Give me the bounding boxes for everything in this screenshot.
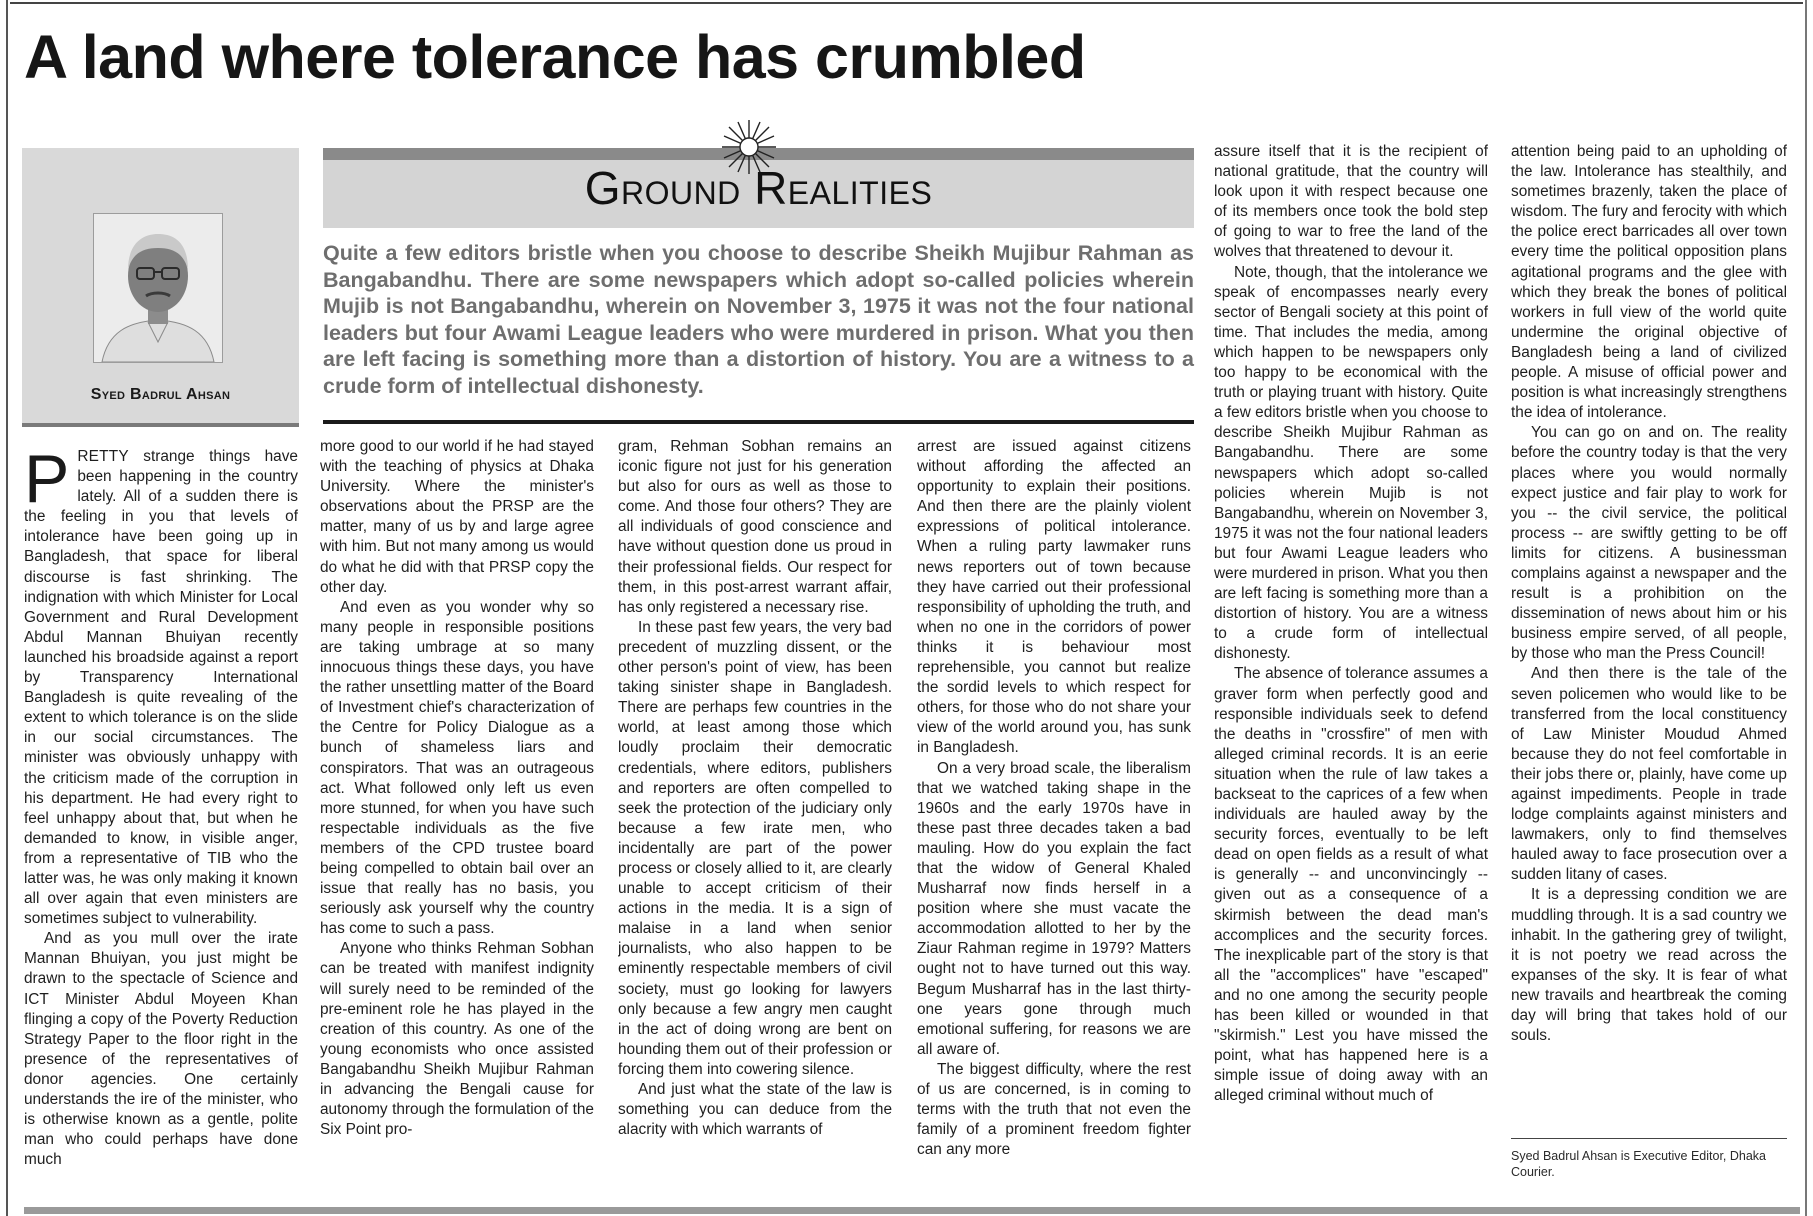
- body-column-4: [917, 437, 1191, 1207]
- article-paragraph: [24, 447, 298, 929]
- author-photo: [93, 213, 223, 363]
- article-paragraph: The biggest difficulty, where the rest of us are concerned, is in coming to terms with the truth that not even the family of a prominent freedom fighter can any more: [917, 1060, 1191, 1159]
- author-box: [22, 148, 299, 427]
- paragraph-text: strange things have been happening in the country lately. All of a sudden there is the feeling in you that levels of intolerance have been going up in Bangladesh, that space for liberal discourse is fast shrinking. The indignation with which Minister for Local Government and Rural Development Abdul Mannan Bhuiyan recently launched his broadside against a report by Transparency International Bangladesh is quite revealing of the extent to which tolerance is on the slide in our social circumstances. The minister was obviously unhappy with the criticism made of the corruption in his department. He had every right to feel unhappy about that, but when he demanded to know, in visible anger, from a representative of TIB who the latter was, he was only making it known all over again that even ministers are sometimes subject to vulnerability.: [24, 448, 298, 928]
- article-paragraph: gram, Rehman Sobhan remains an iconic figure not just for his generation but also for ours as well as those to come. And those four others? They are all individuals of good conscience and have without question done us proud in their professional fields. Our respect for them, in this post-arrest warrant affair, has only registered a necessary rise.: [618, 438, 892, 616]
- author-portrait-image: [94, 214, 222, 362]
- body-column-3: [618, 437, 892, 1207]
- body-column-2: [320, 437, 594, 1207]
- footnote-rule: [1511, 1138, 1787, 1139]
- column-title: Ground Realities: [584, 162, 933, 214]
- headline: A land where tolerance has crumbled: [24, 23, 1086, 91]
- left-rule: [6, 0, 8, 1216]
- top-rule: [10, 2, 1803, 4]
- article-paragraph: And even as you wonder why so many people in responsible positions are taking umbrage at so many innocuous things these days, you have the rather unsettling matter of the Board of Investment chief's characterization of the Centre for Policy Dialogue as a bunch of shameless liars and conspirators. That was an outrageous act. What followed only left us even more stunned, for when you have such respectable individuals as the five members of the CPD trustee board being compelled to obtain bail over an issue that really has no basis, you seriously ask yourself why the country has come to such a pass.: [320, 598, 594, 938]
- body-column-1: [24, 447, 298, 1205]
- article-paragraph: And just what the state of the law is something you can deduce from the alacrity with which warrants of: [618, 1081, 892, 1139]
- body-column-5: [1214, 142, 1488, 1208]
- article-paragraph: The absence of tolerance assumes a graver form when perfectly good and responsible individuals seek to defend the deaths in "crossfire" of men with alleged criminal records. It is an eerie situation when the rule of law takes a backseat to the caprices of a few when individuals are hauled away by the security forces, eventually to be left dead on open fields as a result of what is generally -- and unconvincingly -- given out as a consequence of a skirmish between the dead man's accomplices and the security forces. The inexplicable part of the story is that all the "accomplices" have "escaped" and no one among the security people has been killed or wounded in that "skirmish." Lest you have missed the point, what has happened here is a simple issue of doing away with an alleged criminal without much of: [1214, 665, 1488, 1105]
- article-paragraph: attention being paid to an upholding of the law. Intolerance has stealthily, and sometimes brazenly, taken the place of wisdom. The fury and ferocity with which the police erect barricades all over town every time the political opposition plans agitational programs and the glee with which they break the bones of political workers in full view of the world quite undermine the original objective of Bangladesh being a land of civilized people. A misuse of official power and position is what increasingly strengthens the idea of intolerance.: [1511, 143, 1787, 422]
- author-footnote: Syed Badrul Ahsan is Executive Editor, Dhaka Courier.: [1511, 1149, 1767, 1179]
- article-paragraph: arrest are issued against citizens without affording the affected an opportunity to explain their positions. And then there are the plainly violent expressions of political intolerance. When a ruling party lawmaker runs news reporters out of town because they have carried out their professional responsibility of upholding the truth, and when no one in the corridors of power thinks it is behaviour most reprehensible, you cannot but realize the sordid levels to which respect for others, for those who do not share your view of the world around you, has sunk in Bangladesh.: [917, 438, 1191, 757]
- author-name: Syed Badrul Ahsan: [90, 386, 231, 403]
- right-rule: [1805, 0, 1807, 1216]
- body-column-6: [1511, 142, 1787, 1132]
- article-paragraph: And as you mull over the irate Mannan Bhuiyan, you just might be drawn to the spectacle of Science and ICT Minister Abdul Moyeen Khan flinging a copy of the Poverty Reduction Strategy Paper to the floor right in the presence of the representatives of donor agencies. One certainly understands the ire of the minister, who is otherwise known as a gentle, polite man who could perhaps have done much: [24, 930, 298, 1169]
- drop-cap: P: [24, 447, 70, 517]
- article-paragraph: assure itself that it is the recipient of national gratitude, that the country will look upon it with respect because one of its members once took the bold step of going to war to free the land of the wolves that threatened to devour it.: [1214, 143, 1488, 261]
- article-paragraph: On a very broad scale, the liberalism that we watched taking shape in the 1960s and the early 1970s have in these past three decades taken a bad mauling. How do you explain the fact that the widow of General Khaled Musharraf now finds herself in a position where she must vacate the accommodation allotted to her by the Ziaur Rahman regime in 1979? Matters ought not to have turned out this way. Begum Musharraf has in the last thirty-one years gone through much emotional suffering, for reasons we are all aware of.: [917, 759, 1191, 1058]
- standfirst: Quite a few editors bristle when you choose to describe Sheikh Mujibur Rahman as Bangabandhu. There are some newspapers which adopt so-called policies wherein Mujib is not Bangabandhu, wherein on November 3, 1975 it was not the four national leaders but four Awami League leaders who were murdered in prison. What you then are left facing is something more than a distortion of history. You are a witness to a crude form of intellectual dishonesty.: [323, 241, 1194, 398]
- article-paragraph: And then there is the tale of the seven policemen who would like to be transferred from the local constituency of Law Minister Moudud Ahmed because they do not feel comfortable in their jobs there or, plainly, have come up against impediments. People in trade lodge complaints against ministers and lawmakers, only to find themselves hauled away to face prosecution over a sudden litany of cases.: [1511, 665, 1787, 884]
- article-paragraph: Note, though, that the intolerance we speak of encompasses nearly every sector of Bengali society at this point of time. That includes the media, among which happen to be newspapers only too happy to be economical with the truth or playing truant with history. Quite a few editors bristle when you choose to describe Sheikh Mujibur Rahman as Bangabandhu. There are some newspapers which adopt so-called policies wherein Mujib is not Bangabandhu, wherein on November 3, 1975 it was not the four national leaders but four Awami League leaders who were murdered in prison. What you then are left facing is something more than a distortion of history. You are a witness to a crude form of intellectual dishonesty.: [1214, 263, 1488, 663]
- bottom-rule: [24, 1207, 1800, 1214]
- article-paragraph: It is a depressing condition we are muddling through. It is a sad country we inhabit. In the gathering grey of twilight, it is not poetry we read across the expanses of the sky. It is fear of what new travails and heartbreak the coming day will bring that takes hold of our souls.: [1511, 886, 1787, 1045]
- article-paragraph: more good to our world if he had stayed with the teaching of physics at Dhaka University. Where the minister's observations about the PRSP are the matter, many of us by and large agree with him. But not many among us would do what he did with that PRSP copy the other day.: [320, 438, 594, 596]
- standfirst-rule: [323, 420, 1194, 424]
- article-paragraph: In these past few years, the very bad precedent of muzzling dissent, or the other person's point of view, has been taking sinister shape in Bangladesh. There are perhaps few countries in the world, at least among those which loudly proclaim their democratic credentials, where editors, publishers and reporters are often compelled to seek the protection of the judiciary only because a few irate men, who incidentally are part of the power process or closely allied to it, are clearly unable to accept criticism of their actions in the media. It is a sign of malaise in a land when senior journalists, who also happen to be eminently respectable members of civil society, must go looking for lawyers only because a few angry men caught in the act of doing wrong are bent on hounding them out of their profession or forcing them into cowering silence.: [618, 618, 892, 1078]
- article-paragraph: You can go on and on. The reality before the country today is that the very places where you would normally expect justice and fair play to work for you -- the civil service, the political process -- are swiftly getting to be off limits for citizens. A businessman complains against a newspaper and the result is a prohibition on the dissemination of news about him or his business empire served, of all people, by those who man the Press Council!: [1511, 424, 1787, 663]
- article-paragraph: Anyone who thinks Rehman Sobhan can be treated with manifest indignity will surely need to be reminded of the pre-eminent role he has played in the creation of this country. As one of the young economists who once assisted Bangabandhu Sheikh Mujibur Rahman in advancing the Bengali cause for autonomy through the formulation of the Six Point pro-: [320, 940, 594, 1139]
- lead-in: RETTY: [77, 448, 129, 465]
